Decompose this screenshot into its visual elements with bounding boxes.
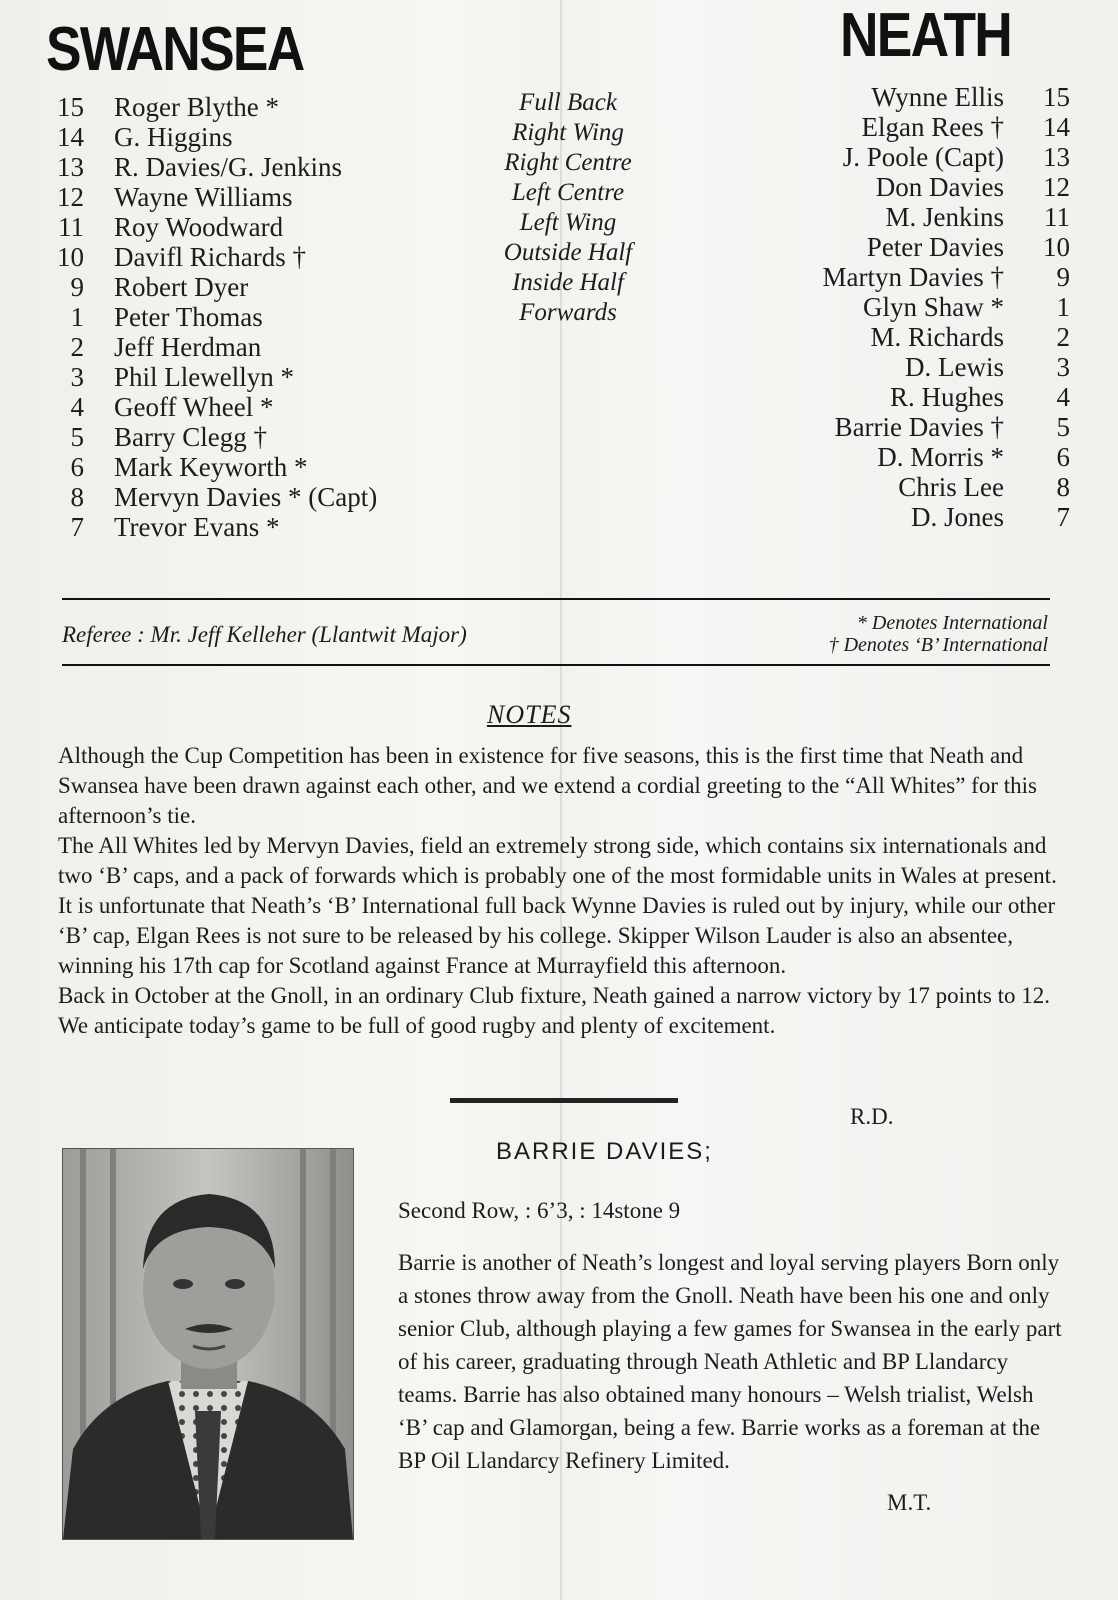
- away-player-row: [740, 502, 1070, 532]
- home-player-number: 12: [57, 182, 84, 212]
- away-player-row: [740, 82, 1070, 112]
- home-player-name: Peter Thomas: [114, 302, 263, 332]
- home-player-number: 8: [70, 482, 84, 512]
- divider-bottom: [62, 664, 1050, 666]
- away-player-name: Martyn Davies †: [822, 262, 1004, 292]
- away-player-row: [740, 412, 1070, 442]
- position-label: Outside Half: [503, 239, 633, 266]
- away-player-row: [740, 292, 1070, 322]
- home-team-title: SWANSEA: [46, 15, 304, 84]
- position-label: Inside Half: [512, 269, 624, 296]
- notes-paragraph: Although the Cup Competition has been in existence for five seasons, this is the first time that Neath and Swansea have been drawn against each other, and we extend a cordial greeting to the “All Whites” for this afternoon’s tie.: [58, 743, 1037, 828]
- home-player-row: [48, 392, 377, 422]
- away-player-number: 4: [1056, 382, 1070, 412]
- home-player-name: Mervyn Davies * (Capt): [114, 482, 378, 512]
- home-player-name: Wayne Williams: [114, 182, 293, 212]
- home-player-row: [48, 92, 377, 122]
- home-player-row: [48, 122, 377, 152]
- home-player-name: Mark Keyworth *: [114, 452, 308, 482]
- away-player-name: Elgan Rees †: [861, 112, 1004, 142]
- position-label: Right Centre: [504, 149, 632, 176]
- home-player-name: R. Davies/G. Jenkins: [114, 152, 342, 182]
- position-label: Right Wing: [512, 119, 624, 146]
- away-player-row: [740, 352, 1070, 382]
- away-player-row: [740, 262, 1070, 292]
- home-player-name: Jeff Herdman: [114, 332, 262, 362]
- home-player-name: Davifl Richards †: [114, 242, 306, 272]
- legend: [829, 612, 1048, 656]
- away-player-number: 15: [1043, 82, 1070, 112]
- positions-list: [488, 88, 648, 328]
- home-player-row: [48, 272, 377, 302]
- home-player-number: 7: [70, 512, 84, 542]
- home-player-number: 14: [57, 122, 84, 152]
- away-player-row: [740, 142, 1070, 172]
- section-rule: [450, 1098, 678, 1103]
- home-player-name: Phil Llewellyn *: [114, 362, 294, 392]
- position-label: Left Wing: [519, 209, 617, 236]
- away-player-name: M. Richards: [870, 322, 1004, 352]
- player-photo: [62, 1148, 354, 1540]
- home-player-number: 4: [70, 392, 84, 422]
- away-player-number: 3: [1056, 352, 1070, 382]
- player-portrait-image: [63, 1149, 353, 1539]
- position-label: Full Back: [519, 89, 617, 116]
- notes-heading: NOTES: [487, 700, 572, 729]
- position-label: Left Centre: [511, 179, 625, 206]
- home-player-number: 2: [70, 332, 84, 362]
- position-label: Forwards: [519, 299, 617, 326]
- away-player-name: Peter Davies: [866, 232, 1004, 262]
- legend-international: * Denotes International: [856, 612, 1048, 634]
- home-player-name: Geoff Wheel *: [114, 392, 274, 422]
- home-player-row: [48, 182, 377, 212]
- away-player-name: Wynne Ellis: [871, 82, 1004, 112]
- away-player-row: [740, 112, 1070, 142]
- home-player-name: Roger Blythe *: [114, 92, 279, 122]
- away-player-number: 8: [1056, 472, 1070, 502]
- home-player-number: 3: [70, 362, 84, 392]
- notes-paragraph: The All Whites led by Mervyn Davies, field an extremely strong side, which contains six internationals and two ‘B’ caps, and a pack of forwards which is probably one of the most formidable units in Wales at present. It is unfortunate that Neath’s ‘B’ International full back Wynne Davies is ruled out by injury, while our other ‘B’ cap, Elgan Rees is not sure to be released by his college. Skipper Wilson Lauder is also an absentee, winning his 17th cap for Scotland against France at Murrayfield this afternoon.: [58, 833, 1057, 978]
- profile-bio: Barrie is another of Neath’s longest and loyal serving players Born only a stones throw away from the Gnoll. Neath have been his one and only senior Club, although playing a few games for Swansea in the early part of his career, graduating through Neath Athletic and BP Llandarcy teams. Barrie has also obtained many honours – Welsh trialist, Welsh ‘B’ cap and Glamorgan, being a few. Barrie works as a foreman at the BP Oil Llandarcy Refinery Limited.: [398, 1250, 1062, 1473]
- away-player-name: Barrie Davies †: [834, 412, 1004, 442]
- away-player-number: 6: [1056, 442, 1070, 472]
- away-player-number: 11: [1044, 202, 1070, 232]
- referee-line: Referee : Mr. Jeff Kelleher (Llantwit Major): [62, 622, 467, 647]
- home-player-row: [48, 302, 377, 332]
- home-player-name: Roy Woodward: [114, 212, 284, 242]
- away-team-list: [740, 82, 1070, 532]
- away-team-title: NEATH: [840, 1, 1012, 70]
- home-player-name: Barry Clegg †: [114, 422, 267, 452]
- away-player-number: 9: [1056, 262, 1070, 292]
- home-player-row: [48, 482, 377, 512]
- profile-stats: Second Row, : 6’3, : 14stone 9: [398, 1198, 681, 1223]
- notes-paragraph: Back in October at the Gnoll, in an ordinary Club fixture, Neath gained a narrow victory by 17 points to 12. We anticipate today’s game to be full of good rugby and plenty of excitement.: [58, 983, 1050, 1038]
- away-player-row: [740, 472, 1070, 502]
- home-player-number: 1: [70, 302, 84, 332]
- home-player-number: 11: [58, 212, 84, 242]
- away-player-name: Chris Lee: [898, 472, 1004, 502]
- away-player-name: D. Lewis: [905, 352, 1004, 382]
- home-player-number: 5: [70, 422, 84, 452]
- away-player-number: 2: [1056, 322, 1070, 352]
- home-player-row: [48, 152, 377, 182]
- home-player-number: 6: [70, 452, 84, 482]
- home-player-row: [48, 422, 377, 452]
- home-player-name: Trevor Evans *: [114, 512, 280, 542]
- notes-body: [58, 741, 1058, 1041]
- away-player-row: [740, 232, 1070, 262]
- away-player-row: [740, 442, 1070, 472]
- home-player-number: 13: [57, 152, 84, 182]
- home-player-row: [48, 512, 377, 542]
- away-player-number: 5: [1056, 412, 1070, 442]
- away-player-number: 14: [1043, 112, 1070, 142]
- away-player-name: R. Hughes: [890, 382, 1004, 412]
- home-player-number: 10: [57, 242, 84, 272]
- home-player-row: [48, 242, 377, 272]
- away-player-number: 1: [1056, 292, 1070, 322]
- away-player-name: D. Jones: [911, 502, 1004, 532]
- profile-name: BARRIE DAVIES;: [496, 1138, 713, 1165]
- away-player-name: D. Morris *: [877, 442, 1004, 472]
- home-team-list: [48, 92, 377, 542]
- away-player-number: 10: [1043, 232, 1070, 262]
- away-player-number: 12: [1043, 172, 1070, 202]
- home-player-number: 9: [70, 272, 84, 302]
- notes-signature: R.D.: [850, 1104, 894, 1129]
- home-player-row: [48, 332, 377, 362]
- away-player-name: Don Davies: [875, 172, 1004, 202]
- home-player-row: [48, 362, 377, 392]
- away-player-name: J. Poole (Capt): [842, 142, 1004, 172]
- away-player-number: 7: [1056, 502, 1070, 532]
- divider-top: [62, 598, 1050, 600]
- away-player-name: M. Jenkins: [885, 202, 1004, 232]
- away-player-row: [740, 172, 1070, 202]
- home-player-name: Robert Dyer: [114, 272, 249, 302]
- home-player-number: 15: [57, 92, 84, 122]
- away-player-row: [740, 202, 1070, 232]
- legend-b-international: † Denotes ‘B’ International: [828, 634, 1048, 656]
- profile-signature: M.T.: [887, 1490, 932, 1515]
- away-player-row: [740, 382, 1070, 412]
- away-player-row: [740, 322, 1070, 352]
- home-player-row: [48, 212, 377, 242]
- home-player-row: [48, 452, 377, 482]
- away-player-number: 13: [1043, 142, 1070, 172]
- home-player-name: G. Higgins: [114, 122, 233, 152]
- away-player-name: Glyn Shaw *: [863, 292, 1004, 322]
